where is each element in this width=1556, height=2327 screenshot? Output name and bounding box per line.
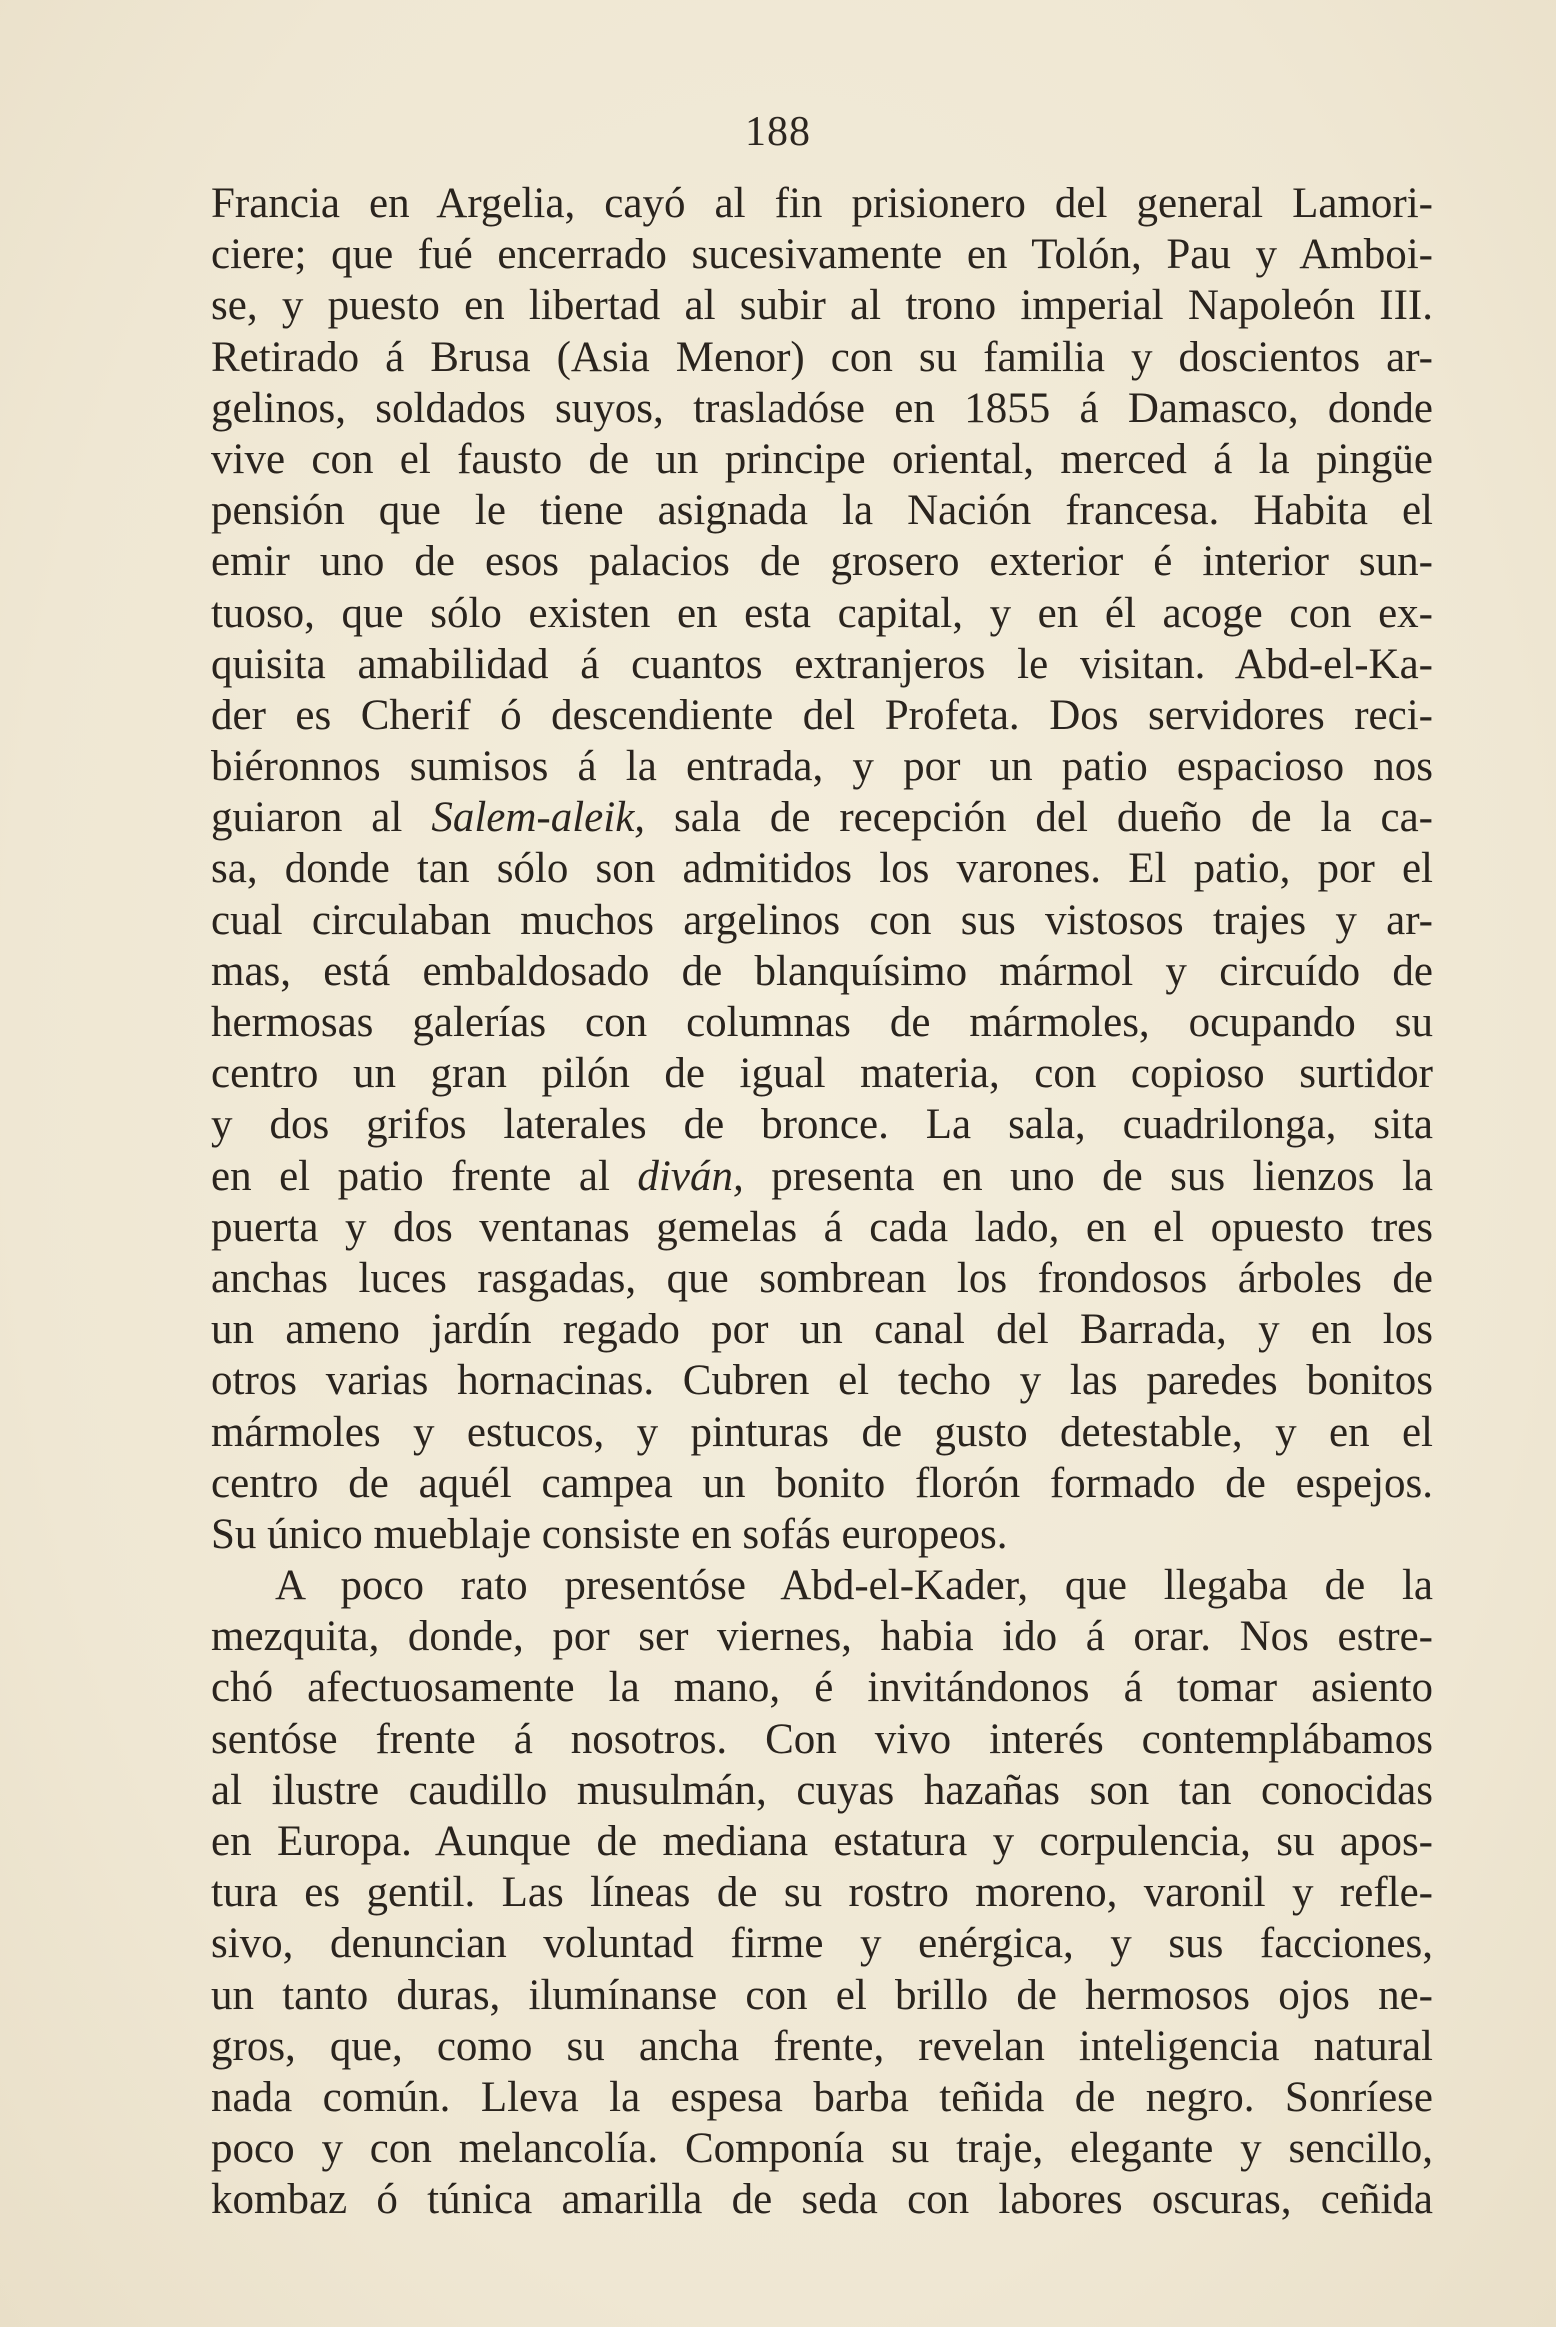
text-line: chó afectuosamente la mano, é invitándonos á tomar asiento (211, 1664, 1433, 1712)
text-line: mármoles y estucos, y pinturas de gusto detestable, y en el (211, 1408, 1433, 1456)
text-line: der es Cherif ó descendiente del Profeta. Dos servidores reci- (211, 691, 1433, 739)
text-segment: sala de recepción del dueño de la ca- (645, 794, 1433, 842)
text-line: tura es gentil. Las líneas de su rostro moreno, varonil y refle- (211, 1869, 1433, 1917)
page-number: 188 (745, 109, 811, 155)
text-line: Francia en Argelia, cayó al fin prisionero del general Lamori- (211, 180, 1433, 227)
text-line: gros, que, como su ancha frente, revelan inteligencia natural (211, 2022, 1433, 2070)
text-line: sentóse frente á nosotros. Con vivo interés contemplábamos (211, 1715, 1433, 1763)
text-line: nada común. Lleva la espesa barba teñida de negro. Sonríese (211, 2073, 1433, 2121)
text-line: mezquita, donde, por ser viernes, habia ido á orar. Nos estre- (211, 1613, 1433, 1661)
italic-term: Salem-aleik, (431, 794, 646, 842)
text-line (211, 792, 1433, 843)
text-line (211, 1151, 1433, 1202)
text-line: y dos grifos laterales de bronce. La sala, cuadrilonga, sita (211, 1101, 1433, 1149)
text-line: anchas luces rasgadas, que sombrean los frondosos árboles de (211, 1254, 1433, 1302)
text-line: quisita amabilidad á cuantos extranjeros le visitan. Abd-el-Ka- (211, 640, 1433, 688)
text-line: Su único mueblaje consiste en sofás europeos. (211, 1510, 1008, 1558)
text-line: gelinos, soldados suyos, trasladóse en 1855 á Damasco, donde (211, 384, 1433, 432)
text-line: tuoso, que sólo existen en esta capital, y en él acoge con ex- (211, 589, 1433, 637)
text-line: Retirado á Brusa (Asia Menor) con su familia y doscientos ar- (211, 333, 1433, 381)
text-segment: guiaron al (211, 794, 432, 842)
text-line: sa, donde tan sólo son admitidos los varones. El patio, por el (211, 845, 1433, 893)
text-line: centro un gran pilón de igual materia, con copioso surtidor (211, 1050, 1433, 1098)
text-line: cual circulaban muchos argelinos con sus vistosos trajes y ar- (211, 896, 1433, 944)
text-line: pensión que le tiene asignada la Nación francesa. Habita el (211, 487, 1433, 535)
text-line: ciere; que fué encerrado sucesivamente en Tolón, Pau y Amboi- (211, 231, 1433, 279)
text-line: se, y puesto en libertad al subir al trono imperial Napoleón III. (211, 282, 1433, 330)
text-line: hermosas galerías con columnas de mármoles, ocupando su (211, 999, 1433, 1046)
text-line: kombaz ó túnica amarilla de seda con labores oscuras, ceñida (211, 2176, 1433, 2224)
text-line: mas, está embaldosado de blanquísimo mármol y circuído de (211, 947, 1433, 995)
text-line: vive con el fausto de un principe oriental, merced á la pingüe (211, 435, 1433, 483)
text-line: puerta y dos ventanas gemelas á cada lado, en el opuesto tres (211, 1203, 1433, 1251)
text-segment: presenta en uno de sus lienzos la (743, 1152, 1433, 1200)
text-line: poco y con melancolía. Componía su traje, elegante y sencillo, (211, 2125, 1433, 2173)
text-line: emir uno de esos palacios de grosero exterior é interior sun- (211, 538, 1433, 586)
text-line: otros varias hornacinas. Cubren el techo y las paredes bonitos (211, 1357, 1433, 1405)
text-segment: en el patio frente al (211, 1152, 638, 1200)
text-line: A poco rato presentóse Abd-el-Kader, que llegaba de la (275, 1562, 1433, 1610)
text-line: un ameno jardín regado por un canal del Barrada, y en los (211, 1306, 1433, 1354)
text-line: un tanto duras, ilumínanse con el brillo de hermosos ojos ne- (211, 1971, 1433, 2019)
text-line: en Europa. Aunque de mediana estatura y corpulencia, su apos- (211, 1818, 1433, 1865)
text-line: centro de aquél campea un bonito florón formado de espejos. (211, 1459, 1433, 1507)
text-line: biéronnos sumisos á la entrada, y por un patio espacioso nos (211, 743, 1433, 791)
body-text (211, 178, 1433, 2226)
text-line: sivo, denuncian voluntad firme y enérgica, y sus facciones, (211, 1920, 1433, 1968)
text-line: al ilustre caudillo musulmán, cuyas hazañas son tan conocidas (211, 1766, 1433, 1814)
italic-term: diván, (637, 1152, 744, 1200)
